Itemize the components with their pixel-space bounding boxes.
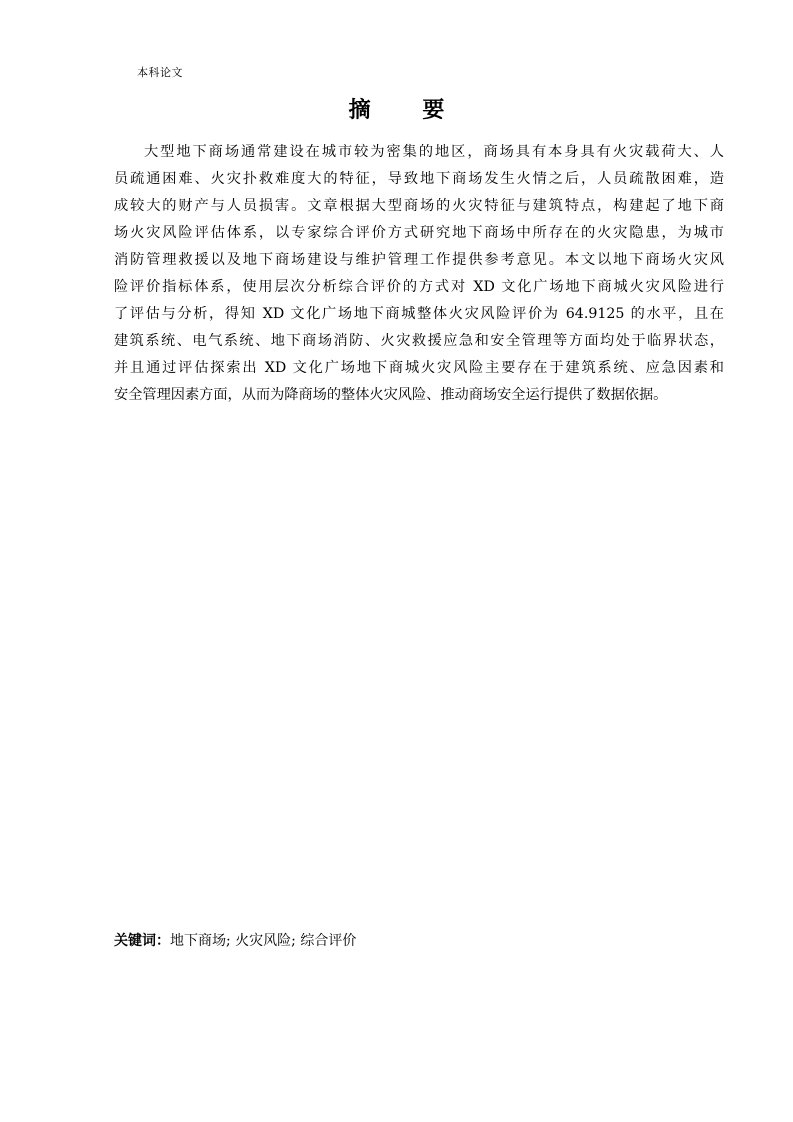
abstract-line: 安全管理因素方面，从而为降商场的整体火灾风险、推动商场安全运行提供了数据依据。 <box>114 387 668 403</box>
abstract-line: 险评价指标体系，使用层次分析综合评价的方式对 XD 文化广场地下商城火灾风险进行 <box>114 279 724 295</box>
abstract-line: 场火灾风险评估体系，以专家综合评价方式研究地下商场中所存在的火灾隐患，为城市 <box>114 225 724 241</box>
running-header: 本科论文 <box>137 66 183 79</box>
abstract-line: 员疏通困难、火灾扑救难度大的特征，导致地下商场发生火情之后，人员疏散困难，造 <box>114 171 724 187</box>
abstract-line: 成较大的财产与人员损害。文章根据大型商场的火灾特征与建筑特点，构建起了地下商 <box>114 198 724 214</box>
abstract-line: 了评估与分析，得知 XD 文化广场地下商城整体火灾风险评价为 64.9125 的水平，且在 <box>114 306 724 322</box>
abstract-line: 大型地下商场通常建设在城市较为密集的地区，商场具有本身具有火灾载荷大、人 <box>144 144 724 160</box>
abstract-line: 消防管理救援以及地下商场建设与维护管理工作提供参考意见。本文以地下商场火灾风 <box>114 252 724 268</box>
abstract-line: 建筑系统、电气系统、地下商场消防、火灾救援应急和安全管理等方面均处于临界状态， <box>114 333 724 349</box>
abstract-line: 并且通过评估探索出 XD 文化广场地下商城火灾风险主要存在于建筑系统、应急因素和 <box>114 360 724 376</box>
keywords-value: 地下商场; 火灾风险; 综合评价 <box>170 933 357 949</box>
abstract-title: 摘 要 <box>348 98 467 123</box>
keywords <box>114 930 356 952</box>
abstract-body <box>114 139 724 409</box>
keywords-label: 关键词： <box>114 933 170 949</box>
